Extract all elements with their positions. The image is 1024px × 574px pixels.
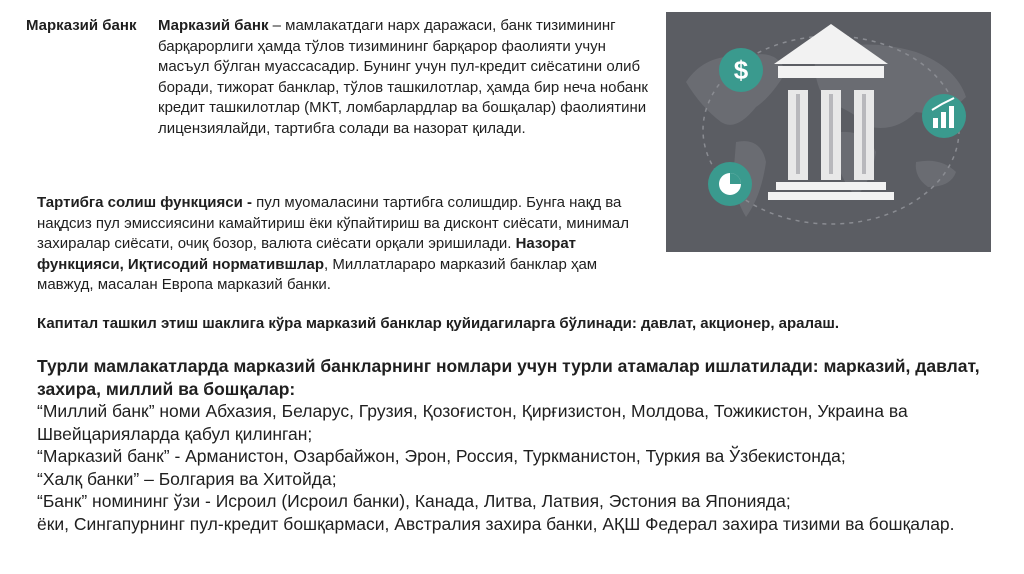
control-function-text: , Миллатлараро марказий банклар ҳам мавжуд, масалан Европа марказий банки. bbox=[37, 255, 598, 293]
dollar-icon bbox=[719, 48, 763, 92]
column-flute bbox=[862, 94, 866, 174]
column-flute bbox=[829, 94, 833, 174]
definition-text: – мамлакатдаги нарх даражаси, банк тизимининг барқарорлиги ҳамда тўлов тизимининг барқарор фаолияти учун масъул бўлган муассасадир. Бунинг учун пул-кредит сиёсатини олиб боради, тижорат банклар, тўлов ташкилотлар, ҳамда бир неча нобанк кредит ташкилотлар (МКТ, ломбарлардлар ва бошқалар) фаолиятини лицензиялайди, тартибга солади ва назорат қилади. bbox=[158, 17, 648, 137]
central-bank-illustration bbox=[666, 12, 991, 252]
bank-names-line: “Банк” номининг ўзи - Исроил (Исроил банки), Канада, Литва, Латвия, Эстония ва Японияда; bbox=[37, 491, 791, 511]
bank-steps bbox=[768, 192, 894, 200]
bank-names-line: “Марказий банк” - Арманистон, Озарбайжон, Эрон, Россия, Туркманистон, Туркия ва Ўзбекистонда; bbox=[37, 446, 846, 466]
bank-pediment bbox=[774, 24, 888, 64]
bank-base bbox=[776, 182, 886, 190]
capital-paragraph: Капитал ташкил этиш шаклига кўра марказий банклар қуйидагиларга бўлинади: давлат, акционер, аралаш. bbox=[37, 315, 840, 332]
regulating-function-term: Тартибга солиш функцияси - bbox=[37, 194, 257, 211]
control-function-term: Назорат функцияси, Иқтисодий норматившлар bbox=[37, 235, 577, 273]
bank-illustration-svg bbox=[666, 12, 991, 252]
functions-paragraph bbox=[37, 193, 657, 296]
slide-title: Марказий банк bbox=[26, 17, 137, 34]
bank-names-heading: Турли мамлакатларда марказий банкларнинг номлари учун турли атамалар ишлатилади: марказий, давлат, захира, миллий ва бошқалар: bbox=[37, 356, 980, 399]
bank-names-line: “Миллий банк” номи Абхазия, Беларус, Грузия, Қозоғистон, Қирғизистон, Молдова, Тожикистон, Украина ва Швейцарияларда қабул қилинган; bbox=[37, 401, 908, 444]
definition-paragraph bbox=[158, 16, 658, 139]
dollar-symbol: $ bbox=[733, 55, 749, 85]
bank-names-section bbox=[37, 355, 997, 535]
regulating-function-text: пул муомаласини тартибга солишдир. Бунга нақд ва нақдсиз пул эмиссиясини камайтириш ёки кўпайтириш ва дисконт сиёсати, минимал захиралар сиёсати, очиқ бозор, валюта сиёсати орқали эришилади. bbox=[37, 194, 630, 252]
definition-term: Марказий банк bbox=[158, 17, 269, 34]
bank-names-line: “Халқ банки” – Болгария ва Хитойда; bbox=[37, 468, 337, 489]
bank-names-line: ёки, Сингапурнинг пул-кредит бошқармаси, Австралия захира банки, АҚШ Федерал захира тизими ва бошқалар. bbox=[37, 513, 955, 534]
pie-chart-icon bbox=[708, 162, 752, 206]
bar-chart-icon bbox=[922, 94, 966, 138]
bank-entablature bbox=[778, 66, 884, 78]
column-flute bbox=[796, 94, 800, 174]
